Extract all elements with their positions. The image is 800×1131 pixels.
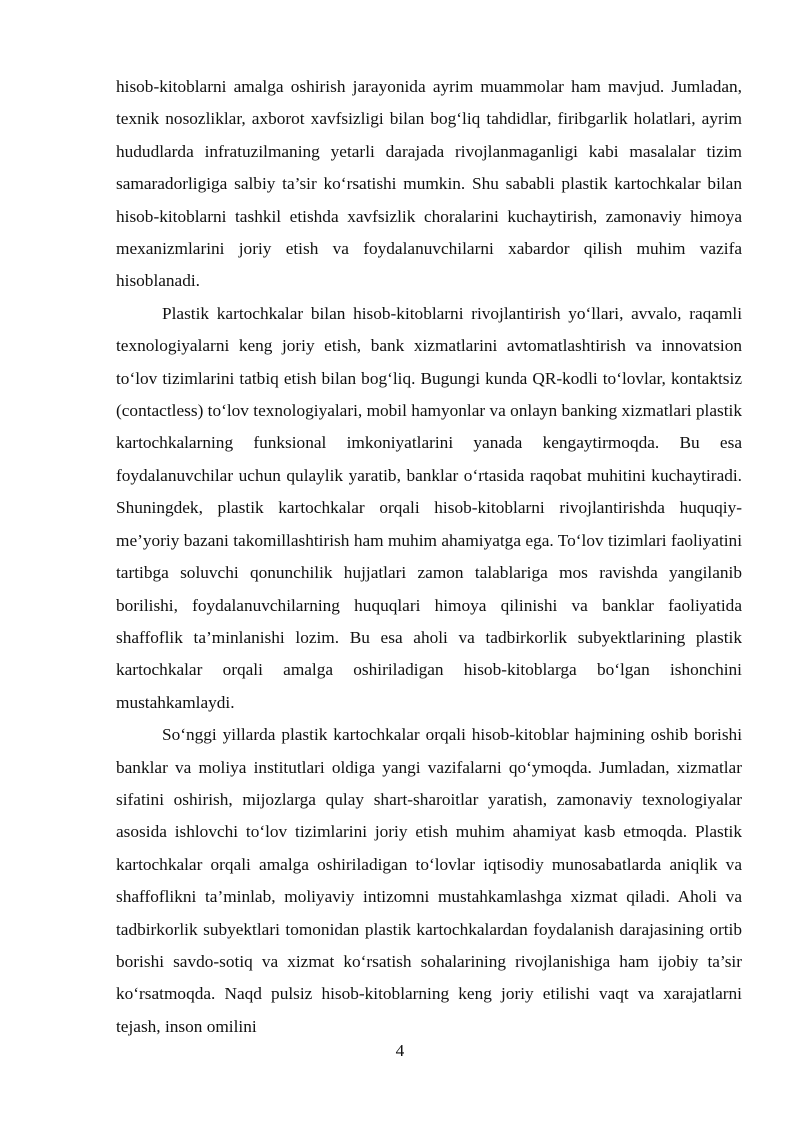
document-page: [116, 71, 742, 1043]
paragraph-recent-years: So‘nggi yillarda plastik kartochkalar orqali hisob-kitoblar hajmining oshib borishi banklar va moliya institutlari oldiga yangi vazifalarni qo‘ymoqda. Jumladan, xizmatlar sifatini oshirish, mijozlarga qulay shart-sharoitlar yaratish, zamonaviy texnologiyalar asosida ishlovchi to‘lov tizimlarini joriy etish muhim ahamiyat kasb etmoqda. Plastik kartochkalar orqali amalga oshiriladigan to‘lovlar iqtisodiy munosabatlarda aniqlik va shaffoflikni ta’minlab, moliyaviy intizomni mustahkamlashga xizmat qiladi. Aholi va tadbirkorlik subyektlari tomonidan plastik kartochkalardan foydalanish darajasining ortib borishi savdo-sotiq va xizmat ko‘rsatish sohalarining rivojlanishiga ham ijobiy ta’sir ko‘rsatmoqda. Naqd pulsiz hisob-kitoblarning keng joriy etilishi vaqt va xarajatlarni tejash, inson omilini: [116, 725, 742, 1036]
paragraph-development-ways: Plastik kartochkalar bilan hisob-kitoblarni rivojlantirish yo‘llari, avvalo, raqamli texnologiyalarni keng joriy etish, bank xizmatlarini avtomatlashtirish va innovatsion to‘lov tizimlarini tatbiq etish bilan bog‘liq. Bugungi kunda QR-kodli to‘lovlar, kontaktsiz (contactless) to‘lov texnologiyalari, mobil hamyonlar va onlayn banking xizmatlari plastik kartochkalarning funksional imkoniyatlarini yanada kengaytirmoqda. Bu esa foydalanuvchilar uchun qulaylik yaratib, banklar o‘rtasida raqobat muhitini kuchaytiradi. Shuningdek, plastik kartochkalar orqali hisob-kitoblarni rivojlantirishda huquqiy-me’yoriy bazani takomillashtirish ham muhim ahamiyatga ega. To‘lov tizimlari faoliyatini tartibga soluvchi qonunchilik hujjatlari zamon talablariga mos ravishda yangilanib borilishi, foydalanuvchilarning huquqlari himoya qilinishi va banklar faoliyatida shaffoflik ta’minlanishi lozim. Bu esa aholi va tadbirkorlik subyektlarining plastik kartochkalar orqali amalga oshiriladigan hisob-kitoblarga bo‘lgan ishonchini mustahkamlaydi.: [116, 303, 742, 712]
page-number: 4: [395, 1041, 405, 1060]
paragraph-continuation: hisob-kitoblarni amalga oshirish jarayonida ayrim muammolar ham mavjud. Jumladan, texnik nosozliklar, axborot xavfsizligi bilan bog‘liq tahdidlar, firibgarlik holatlari, ayrim hududlarda infratuzilmaning yetarli darajada rivojlanmaganligi kabi masalalar tizim samaradorligiga salbiy ta’sir ko‘rsatishi mumkin. Shu sababli plastik kartochkalar bilan hisob-kitoblarni tashkil etishda xavfsizlik choralarini kuchaytirish, zamonaviy himoya mexanizmlarini joriy etish va foydalanuvchilarni xabardor qilish muhim vazifa hisoblanadi.: [116, 77, 742, 291]
